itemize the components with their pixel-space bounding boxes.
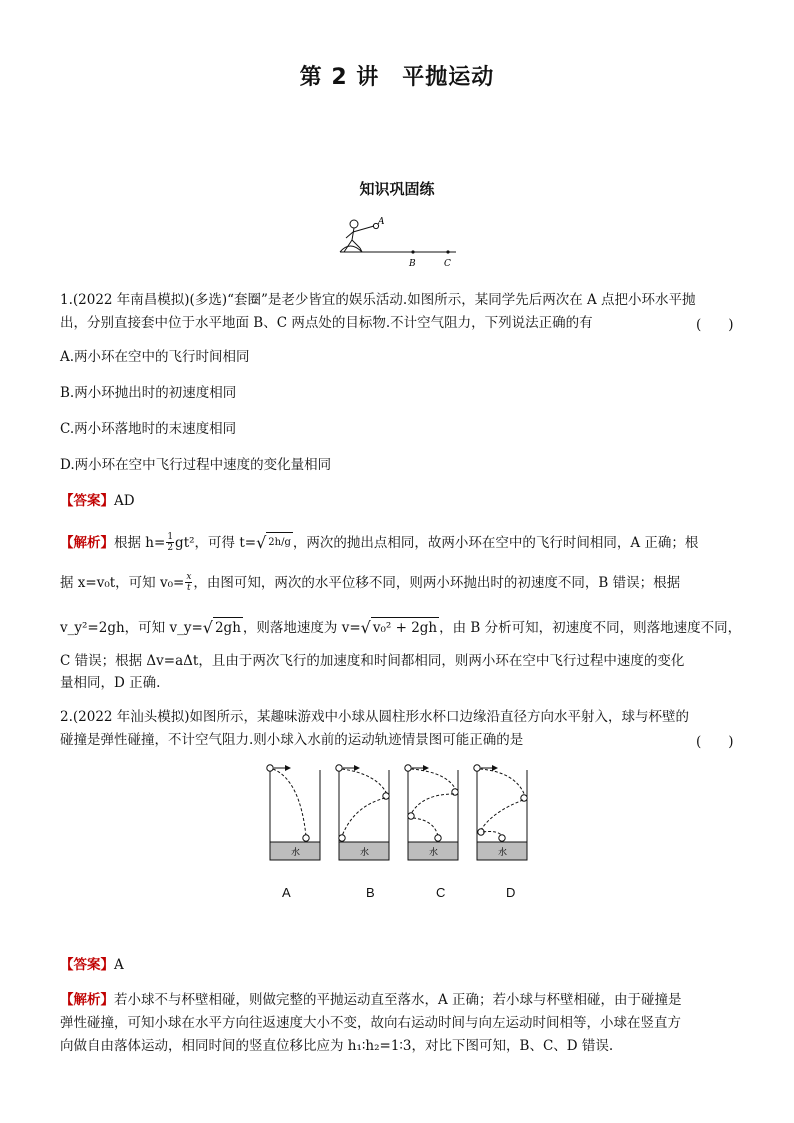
ring-toss-figure — [336, 214, 466, 270]
person-body — [352, 228, 354, 240]
q1-analysis-line3: v_y²=2gh，可知 v_y= √ 2gh ，则落地速度为 v= √ v₀² + 2gh ，由 B 分析可知，初速度不同，则落地速度不同， — [60, 617, 742, 637]
person-head — [350, 220, 358, 228]
q2-answer — [60, 955, 124, 975]
label-a: A — [378, 217, 385, 227]
page-title: 第 2 讲 平抛运动 — [299, 65, 495, 90]
q1-option-b: B.两小环抛出时的初速度相同 — [60, 385, 237, 401]
cups-figure — [262, 760, 532, 868]
q2-stem-line1: 2.(2022 年汕头模拟)如图所示，某趣味游戏中小球从圆柱形水杯口边缘沿直径方向水平射入，球与杯壁的 — [60, 709, 690, 725]
analysis-tag: 【解析】 — [60, 992, 114, 1008]
q1-stem-line1: 1.(2022 年南昌模拟)(多选)“套圈”是老少皆宜的娱乐活动.如图所示，某同学先后两次在 A 点把小环水平抛 — [60, 292, 696, 308]
fraction-half: $\frac{1}{2}$ — [167, 532, 174, 553]
cup-d — [474, 765, 527, 860]
analysis-tag: 【解析】 — [60, 534, 114, 551]
section-heading: 知识巩固练 — [359, 180, 435, 198]
cup-b — [336, 765, 389, 860]
answer-tag: 【答案】 — [60, 957, 114, 973]
water-label-a: 水 — [291, 848, 301, 858]
sqrt-content: 2h/g — [266, 532, 293, 553]
q2-option-label-b: B — [366, 885, 375, 900]
q1-option-a: A.两小环在空中的飞行时间相同 — [60, 349, 250, 365]
water-label-c: 水 — [429, 848, 439, 858]
q2-analysis-line1: 【解析】若小球不与杯壁相碰，则做完整的平抛运动直至落水，A 正确；若小球与杯壁相碰，由于碰撞是 — [60, 992, 682, 1008]
answer-value: A — [114, 957, 124, 973]
water-label-d: 水 — [498, 848, 508, 858]
q2-option-label-d: D — [506, 885, 516, 900]
q1-option-c: C.两小环落地时的末速度相同 — [60, 421, 237, 437]
label-b: B — [409, 259, 416, 269]
q1-stem-line2: 出，分别直接套中位于水平地面 B、C 两点处的目标物.不计空气阻力，下列说法正确的有 — [60, 315, 593, 331]
q2-option-label-a: A — [282, 885, 291, 900]
water-label-b: 水 — [360, 848, 370, 858]
q2-analysis-line2: 弹性碰撞，可知小球在水平方向往返速度大小不变，故向右运动时间与向左运动时间相等，小球在竖直方 — [60, 1015, 681, 1031]
q1-analysis-line1: 【解析】 根据 h= $\frac{1}{2}$ gt²，可得 t= √ 2h/g ，两次的抛出点相同，故两小环在空中的飞行时间相同，A 正确；根 — [60, 532, 699, 553]
label-c: C — [444, 259, 451, 269]
q1-answer — [60, 491, 135, 511]
q1-analysis-line5: 量相同，D 正确. — [60, 675, 161, 691]
fraction-x-over-t: $\frac{x}{t}$ — [186, 572, 192, 593]
q2-stem-line2: 碰撞是弹性碰撞，不计空气阻力.则小球入水前的运动轨迹情景图可能正确的是 — [60, 732, 524, 748]
q2-option-label-c: C — [436, 885, 446, 900]
cup-c — [405, 765, 458, 860]
q1-answer-blank: ( ) — [696, 317, 734, 333]
analysis-text: 根据 h= — [114, 534, 166, 551]
q1-analysis-line4: C 错误；根据 Δv=aΔt，且由于两次飞行的加速度和时间都相同，则两小环在空中飞行过程中速度的变化 — [60, 653, 685, 669]
q2-answer-blank: ( ) — [696, 734, 734, 750]
sqrt-content: v₀² + 2gh — [371, 617, 439, 638]
answer-value: AD — [114, 493, 135, 509]
q1-analysis-line2: 据 x=v₀t，可知 v₀= $\frac{x}{t}$ ，由图可知，两次的水平位移不同，则两小环抛出时的初速度不同，B 错误；根据 — [60, 572, 681, 593]
answer-tag: 【答案】 — [60, 493, 114, 509]
point-b — [411, 250, 414, 253]
q1-option-d: D.两小环在空中飞行过程中速度的变化量相同 — [60, 457, 332, 473]
sqrt-sign: √ — [256, 532, 267, 552]
sqrt-content: 2gh — [213, 617, 243, 638]
cup-a — [267, 765, 320, 860]
q2-analysis-line3: 向做自由落体运动，相同时间的竖直位移比应为 h₁∶h₂=1∶3，对比下图可知，B、C、D 错误. — [60, 1038, 614, 1054]
point-c — [446, 250, 449, 253]
